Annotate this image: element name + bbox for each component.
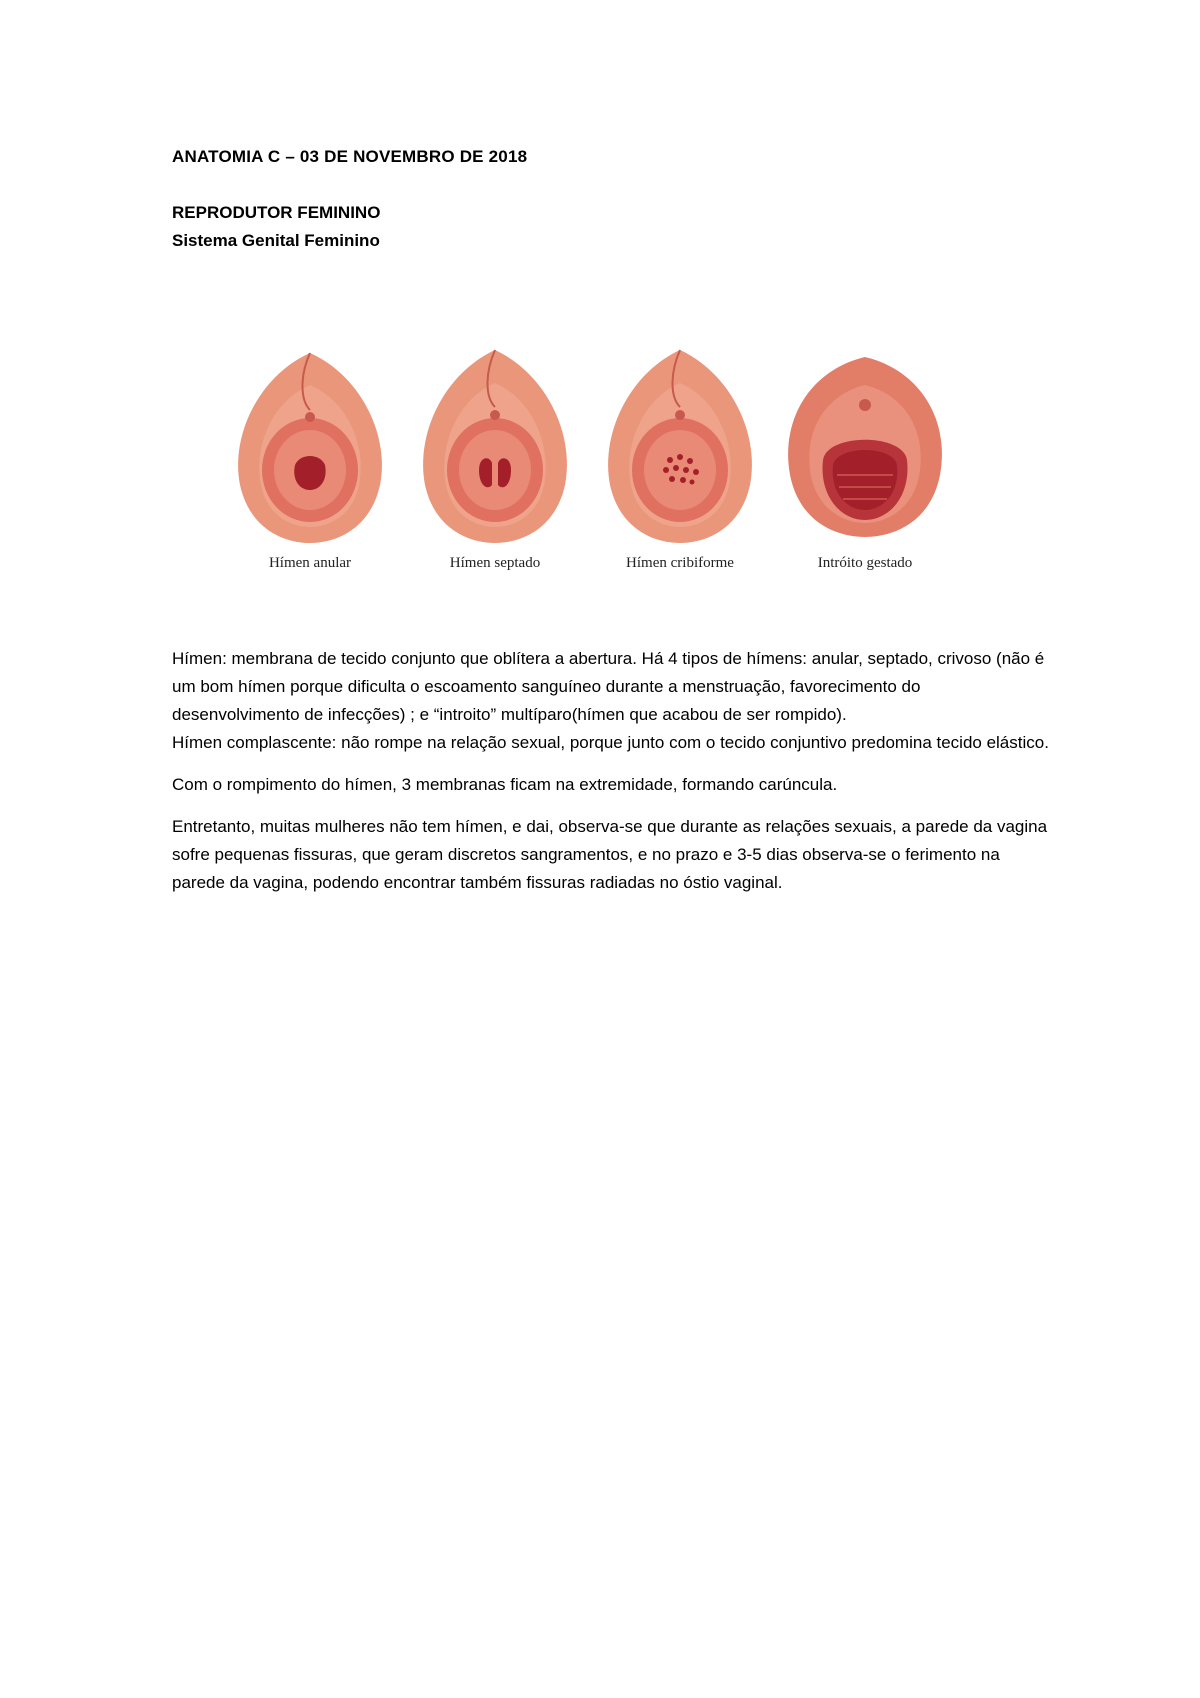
cribriform-hymen-illustration — [590, 345, 770, 545]
figure-caption: Hímen cribiforme — [626, 555, 734, 571]
figure-item-cribriform — [590, 345, 770, 585]
figure-item-septate — [405, 345, 585, 585]
section-subtitle: Sistema Genital Feminino — [172, 231, 380, 250]
figure-caption: Hímen septado — [449, 555, 541, 571]
body-text — [172, 645, 1052, 897]
figure-item-annular — [220, 345, 400, 585]
paragraph-no-hymen: Entretanto, muitas mulheres não tem hímen, e dai, observa-se que durante as relações sexuais, a parede da vagina sofre pequenas fissuras, que geram discretos sangramentos, e no prazo e 3-5 dias observa-se o ferimento na parede da vagina, podendo encontrar também fissuras radiadas no óstio vaginal. — [172, 817, 1048, 892]
parous-introitus-illustration — [775, 345, 955, 545]
septate-hymen-illustration — [405, 345, 585, 545]
paragraph-rupture: Com o rompimento do hímen, 3 membranas ficam na extremidade, formando carúncula. — [172, 775, 838, 794]
hymen-types-figure — [220, 345, 980, 585]
document-header — [172, 143, 1052, 255]
paragraph-compliant-hymen: Hímen complascente: não rompe na relação sexual, porque junto com o tecido conjuntivo predomina tecido elástico. — [172, 733, 1049, 752]
section-title: REPRODUTOR FEMININO — [172, 203, 381, 222]
document-title: ANATOMIA C – 03 DE NOVEMBRO DE 2018 — [172, 147, 528, 166]
figure-caption: Hímen anular — [268, 555, 352, 571]
annular-hymen-illustration — [220, 345, 400, 545]
figure-caption: Intróito gestado — [817, 555, 913, 571]
figure-item-parous — [775, 345, 955, 585]
paragraph-hymen-definition: Hímen: membrana de tecido conjunto que oblítera a abertura. Há 4 tipos de hímens: anular, septado, crivoso (não é um bom hímen porque dificulta o escoamento sanguíneo durante a menstruação, favorecimento do desenvolvimento de infecções) ; e “introito” multíparo(hímen que acabou de ser rompido). — [172, 649, 1045, 724]
